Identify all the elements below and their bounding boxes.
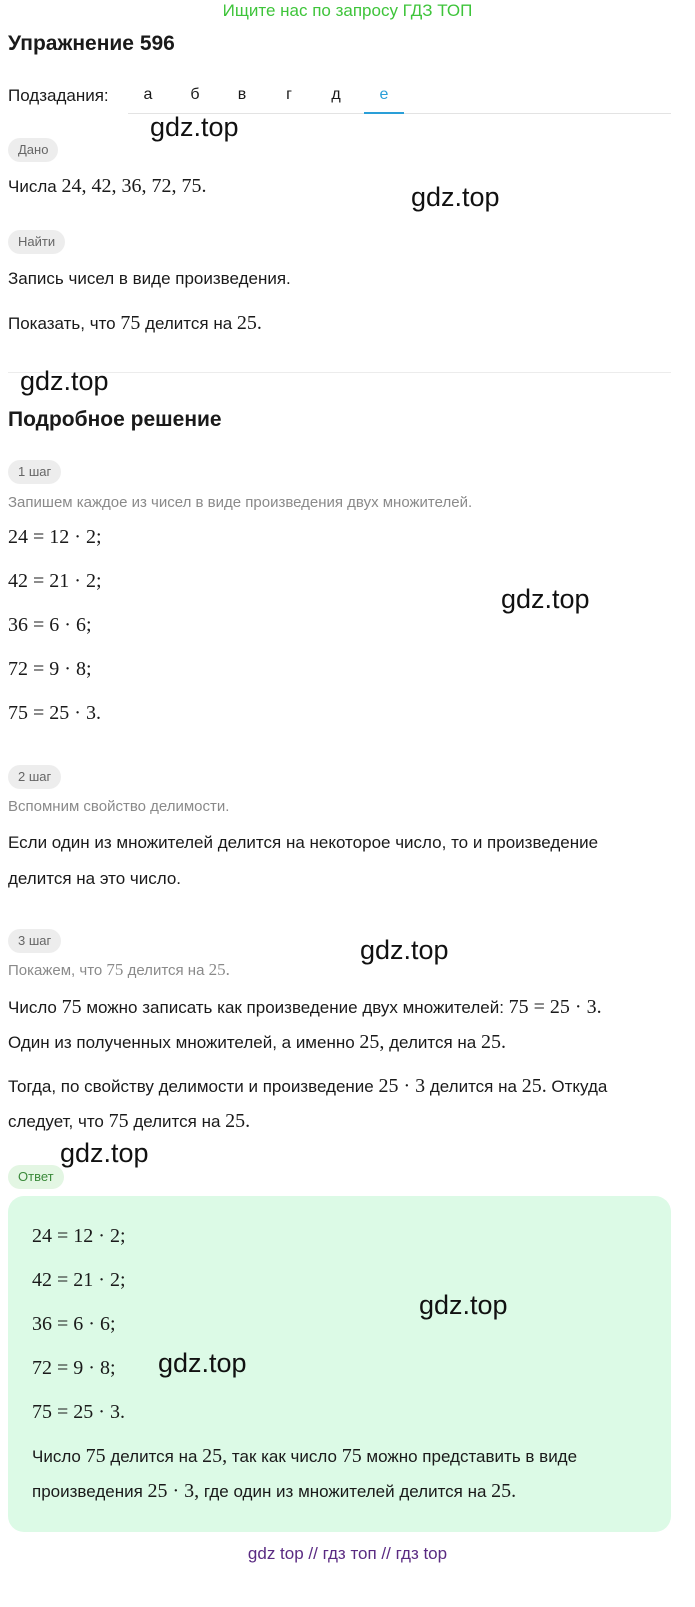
answer-equation: 75 = 25 · 3. xyxy=(32,1401,125,1423)
given-badge: Дано xyxy=(8,138,58,162)
tab-b[interactable]: б xyxy=(190,86,200,103)
step-2-line-1: Если один из множителей делится на некоторое число, то и произведение xyxy=(8,833,599,852)
step-1-equation: 36 = 6 · 6; xyxy=(8,614,92,636)
watermark: gdz.top xyxy=(60,1138,149,1168)
watermark: gdz.top xyxy=(360,935,449,965)
answer-line-1: Число 75 делится на 25, так как число 75 можно представить в виде xyxy=(32,1445,578,1467)
find-line-2: Показать, что 75 делится на 25. xyxy=(8,312,262,334)
step-3-line-1: Число 75 можно записать как произведение двух множителей: 75 = 25 · 3. xyxy=(8,996,602,1018)
answer-equation: 42 = 21 · 2; xyxy=(32,1269,126,1291)
step-1-badge: 1 шаг xyxy=(8,460,61,484)
answer-equation: 36 = 6 · 6; xyxy=(32,1313,116,1335)
watermark: gdz.top xyxy=(411,182,500,212)
active-tab-underline xyxy=(364,112,404,114)
step-2-line-2: делится на это число. xyxy=(8,869,182,888)
tab-e[interactable]: е xyxy=(379,86,389,103)
step-3-badge: 3 шаг xyxy=(8,929,61,953)
solution-title: Подробное решение xyxy=(8,408,222,431)
step-2-badge: 2 шаг xyxy=(8,765,61,789)
step-1-equation: 42 = 21 · 2; xyxy=(8,570,102,592)
watermark: gdz.top xyxy=(419,1290,508,1320)
answer-equation: 72 = 9 · 8; xyxy=(32,1357,116,1379)
watermark: gdz.top xyxy=(20,366,109,396)
watermark: gdz.top xyxy=(150,112,239,142)
tab-g[interactable]: г xyxy=(286,86,292,103)
step-1-equation: 75 = 25 · 3. xyxy=(8,702,101,724)
subtasks-label: Подзадания: xyxy=(8,86,109,105)
step-1-equation: 72 = 9 · 8; xyxy=(8,658,92,680)
footer-text: gdz top // гдз топ // гдз top xyxy=(247,1544,448,1563)
tab-a[interactable]: а xyxy=(143,86,153,103)
step-3-line-2: Один из полученных множителей, а именно 25, делится на 25. xyxy=(8,1031,506,1053)
step-1-equation: 24 = 12 · 2; xyxy=(8,526,102,548)
step-3-hint: Покажем, что 75 делится на 25. xyxy=(8,960,230,979)
step-1-hint: Запишем каждое из чисел в виде произведения двух множителей. xyxy=(8,494,473,511)
watermark: gdz.top xyxy=(158,1348,247,1378)
tab-d[interactable]: д xyxy=(331,86,341,103)
answer-equation: 24 = 12 · 2; xyxy=(32,1225,126,1247)
answer-line-2: произведения 25 · 3, где один из множителей делится на 25. xyxy=(32,1480,517,1502)
tab-v[interactable]: в xyxy=(237,86,247,103)
find-badge: Найти xyxy=(8,230,65,254)
step-3-line-3: Тогда, по свойству делимости и произведение 25 · 3 делится на 25. Откуда xyxy=(8,1075,608,1097)
step-2-hint: Вспомним свойство делимости. xyxy=(8,798,230,815)
given-text: Числа 24, 42, 36, 72, 75. xyxy=(8,175,207,197)
exercise-title: Упражнение 596 xyxy=(8,32,175,55)
search-banner: Ищите нас по запросу ГДЗ ТОП xyxy=(222,1,473,20)
step-3-line-4: следует, что 75 делится на 25. xyxy=(8,1110,251,1132)
watermark: gdz.top xyxy=(501,584,590,614)
find-line-1: Запись чисел в виде произведения. xyxy=(8,269,291,288)
answer-badge: Ответ xyxy=(8,1165,64,1189)
